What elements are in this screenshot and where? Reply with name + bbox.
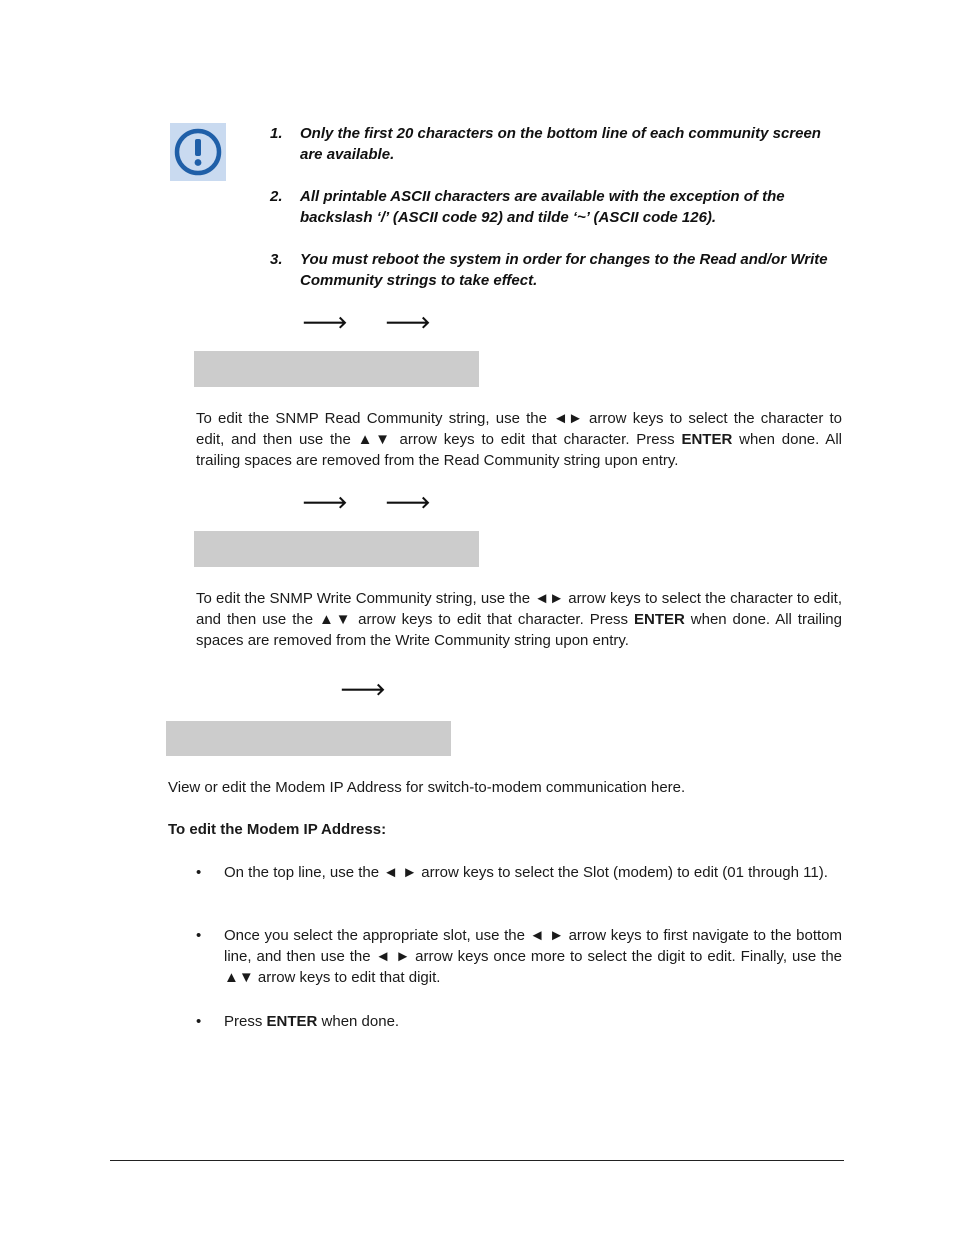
- write-para-text: To edit the SNMP Write Community string, use the ◄► arrow keys to select the character to edit, and then use the ▲▼ arrow keys to edit that character. Press: [196, 590, 842, 628]
- modem-ip-intro: View or edit the Modem IP Address for switch-to-modem communication here.: [168, 779, 686, 796]
- note-item-number: 3.: [270, 251, 283, 268]
- note-item-number: 2.: [270, 188, 283, 205]
- menu-path-arrow-icon: 🡒: [302, 493, 348, 512]
- read-community-paragraph: [196, 408, 842, 471]
- note-item-1: [270, 123, 845, 165]
- bullet-icon: •: [196, 1013, 202, 1030]
- note-item-3: [270, 249, 845, 291]
- note-icon-box: [170, 123, 226, 181]
- modem-ip-heading: To edit the Modem IP Address:: [168, 821, 387, 838]
- lcd-screen-write-community: [194, 531, 479, 567]
- lcd-screen-read-community: [194, 351, 479, 387]
- write-community-paragraph: [196, 588, 842, 651]
- menu-path-arrow-icon: 🡒: [302, 313, 348, 332]
- enter-key-label: ENTER: [681, 431, 733, 448]
- bullet-item-2: Once you select the appropriate slot, use the ◄ ► arrow keys to first navigate to the bottom line, and then use the ◄ ► arrow keys once more to select the digit to edit. Finally, use the ▲▼ arrow keys to edit that digit.: [224, 927, 842, 986]
- menu-path-arrow-icon: 🡒: [385, 493, 431, 512]
- lcd-screen-modem-ip: [166, 721, 451, 756]
- footer-divider: [110, 1160, 844, 1161]
- read-para-text: To edit the SNMP Read Community string, use the ◄► arrow keys to select the character to edit, and then use the ▲▼ arrow keys to edit that character. Press: [196, 410, 842, 448]
- note-item-text: You must reboot the system in order for changes to the Read and/or Write Community strings to take effect.: [300, 251, 828, 289]
- bullet-item-3: [224, 1011, 842, 1032]
- menu-path-arrow-icon: 🡒: [340, 680, 386, 699]
- write-para-text-end: when done. All trailing spaces are removed from the Write Community string upon entry.: [196, 611, 842, 649]
- bullet-item-3-text: Press: [224, 1013, 267, 1030]
- enter-key-label: ENTER: [633, 611, 685, 628]
- exclamation-circle-icon: [170, 123, 226, 181]
- note-item-number: 1.: [270, 125, 283, 142]
- bullet-icon: •: [196, 927, 202, 944]
- note-item-2: [270, 186, 845, 228]
- menu-path-arrow-icon: 🡒: [385, 313, 431, 332]
- note-item-text: Only the first 20 characters on the bottom line of each community screen are available.: [300, 125, 821, 163]
- bullet-item-3-text-end: when done.: [317, 1013, 400, 1030]
- read-para-text-end: when done. All trailing spaces are removed from the Read Community string upon entry.: [196, 431, 842, 469]
- bullet-item-1: On the top line, use the ◄ ► arrow keys to select the Slot (modem) to edit (01 through 11).: [224, 864, 828, 881]
- bullet-icon: •: [196, 864, 202, 881]
- enter-key-label: ENTER: [266, 1013, 318, 1030]
- note-item-text: All printable ASCII characters are available with the exception of the backslash ‘/’ (ASCII code 92) and tilde ‘~’ (ASCII code 126).: [300, 188, 785, 226]
